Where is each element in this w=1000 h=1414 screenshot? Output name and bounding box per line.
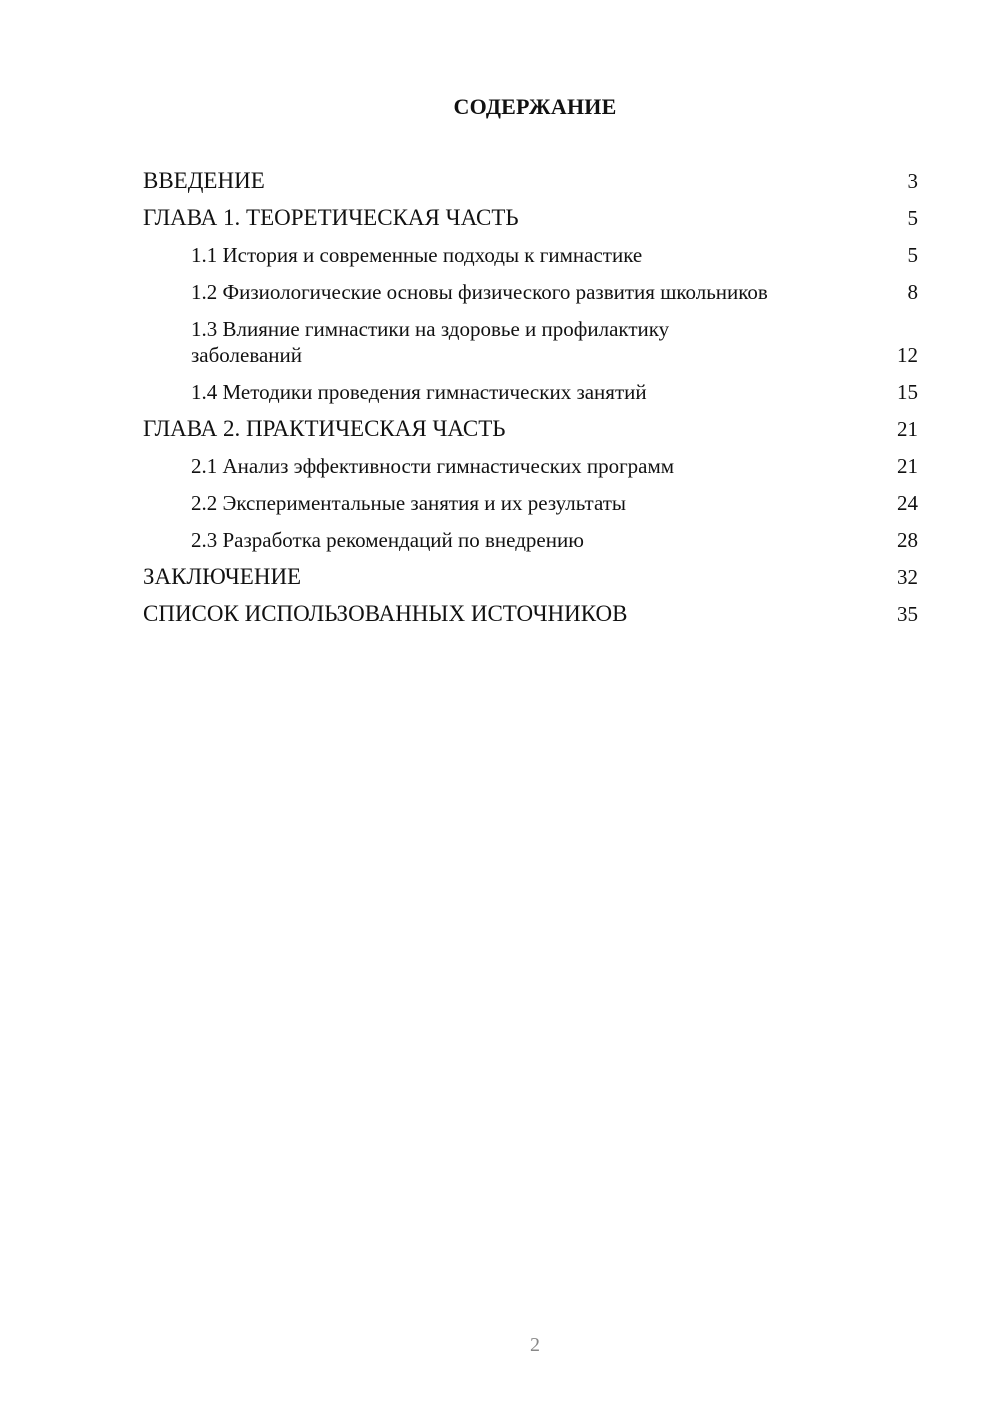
toc-entry-page: 3	[907, 169, 918, 193]
toc-entry-page: 32	[897, 565, 918, 589]
toc-entry-chapter-1[interactable]	[143, 205, 918, 231]
toc-entry-label: ВВЕДЕНИЕ	[143, 168, 265, 193]
toc-entry-introduction[interactable]	[143, 168, 918, 194]
toc-entry-page: 15	[897, 380, 918, 404]
toc-entry-section-1-3[interactable]	[143, 316, 918, 368]
toc-entry-page: 35	[897, 602, 918, 626]
toc-entry-label: 1.3 Влияние гимнастики на здоровье и профилактику заболеваний	[191, 317, 670, 367]
toc-entry-label: СПИСОК ИСПОЛЬЗОВАННЫХ ИСТОЧНИКОВ	[143, 601, 628, 626]
toc-entry-page: 5	[907, 243, 918, 267]
toc-entry-section-2-3[interactable]	[143, 527, 918, 553]
page-number: 2	[530, 1334, 540, 1356]
toc-entry-references[interactable]	[143, 601, 918, 627]
toc-entry-section-2-2[interactable]	[143, 490, 918, 516]
toc-entry-page: 5	[907, 206, 918, 230]
toc-entry-section-1-1[interactable]	[143, 242, 918, 268]
toc-entry-page: 21	[897, 417, 918, 441]
toc-entry-page: 21	[897, 454, 918, 478]
toc-entry-page: 12	[897, 343, 918, 367]
toc-entry-conclusion[interactable]	[143, 564, 918, 590]
toc-title: СОДЕРЖАНИЕ	[453, 94, 617, 119]
toc-entry-label: 1.2 Физиологические основы физического развития школьников	[191, 280, 768, 304]
toc-entry-section-1-4[interactable]	[143, 379, 918, 405]
table-of-contents	[143, 168, 918, 638]
toc-entry-chapter-2[interactable]	[143, 416, 918, 442]
toc-entry-label: 1.1 История и современные подходы к гимнастике	[191, 243, 643, 267]
toc-entry-page: 28	[897, 528, 918, 552]
toc-entry-label: 2.3 Разработка рекомендаций по внедрению	[191, 528, 584, 552]
toc-entry-label: ГЛАВА 2. ПРАКТИЧЕСКАЯ ЧАСТЬ	[143, 416, 506, 441]
toc-entry-label: 2.2 Экспериментальные занятия и их результаты	[191, 491, 627, 515]
toc-entry-label: 2.1 Анализ эффективности гимнастических программ	[191, 454, 675, 478]
toc-entry-label: 1.4 Методики проведения гимнастических занятий	[191, 380, 647, 404]
toc-entry-label: ГЛАВА 1. ТЕОРЕТИЧЕСКАЯ ЧАСТЬ	[143, 205, 519, 230]
toc-entry-section-1-2[interactable]	[143, 279, 918, 305]
toc-entry-label: ЗАКЛЮЧЕНИЕ	[143, 564, 302, 589]
toc-entry-section-2-1[interactable]	[143, 453, 918, 479]
toc-entry-page: 8	[907, 280, 918, 304]
toc-entry-page: 24	[897, 491, 918, 515]
